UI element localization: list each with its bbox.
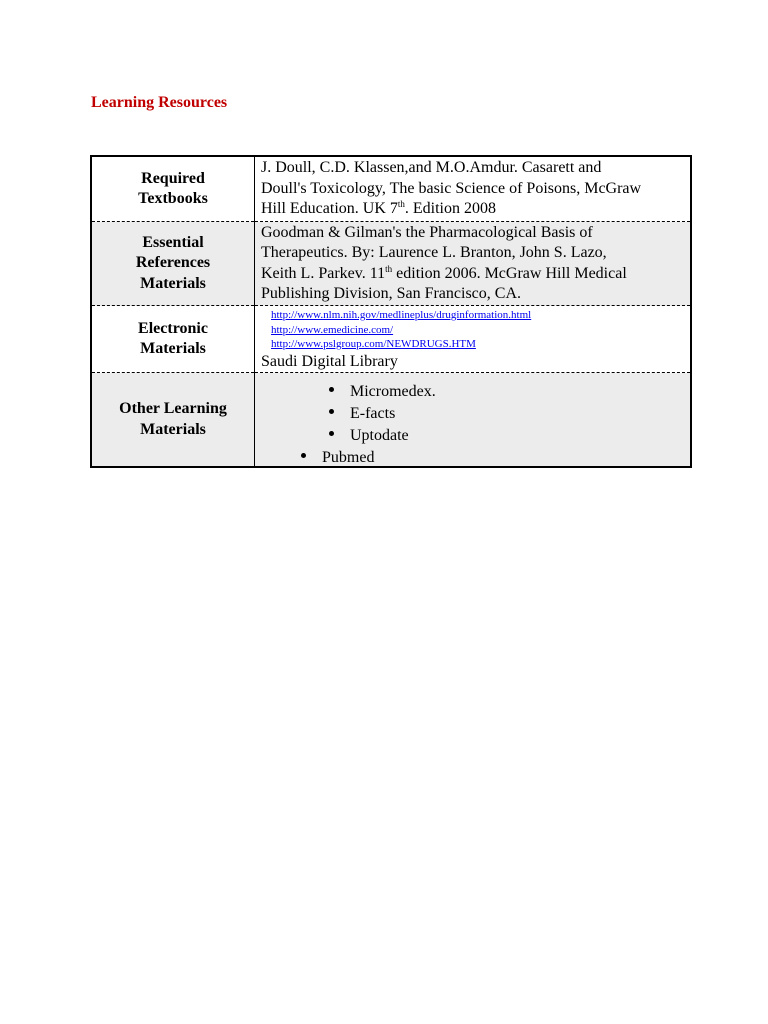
row-label-other-learning	[91, 373, 255, 468]
text-line: edition 2006. McGraw Hill Medical	[392, 264, 627, 282]
link-list	[261, 306, 686, 352]
label-line: Other Learning	[119, 400, 227, 417]
row-label-essential-references	[91, 222, 255, 306]
saudi-digital-library: Saudi Digital Library	[261, 352, 398, 370]
row-content-electronic-materials	[255, 306, 692, 373]
text-line: Doull's Toxicology, The basic Science of Poisons, McGraw	[261, 179, 642, 197]
table-row-required-textbooks	[91, 156, 691, 222]
list-item-text: Uptodate	[350, 426, 409, 444]
list-item-text: Micromedex.	[350, 382, 436, 400]
label-line: Textbooks	[138, 190, 208, 207]
text-line: Therapeutics. By: Laurence L. Branton, John S. Lazo,	[261, 244, 607, 261]
row-content-essential-references	[255, 222, 692, 306]
label-line: Materials	[140, 340, 206, 357]
text-line: Goodman & Gilman's the Pharmacological Basis of	[261, 223, 593, 241]
superscript: th	[385, 263, 393, 274]
list-item-text: E-facts	[350, 404, 396, 422]
text-line: Publishing Division, San Francisco, CA.	[261, 285, 522, 302]
label-line: Essential	[142, 233, 204, 251]
bullet-icon	[301, 453, 306, 458]
label-line: References	[135, 254, 211, 272]
bullet-icon	[329, 409, 334, 414]
bullet-list	[261, 376, 686, 464]
table-row-electronic-materials	[91, 306, 691, 373]
list-item	[329, 404, 395, 424]
section-title: Learning Resources	[91, 94, 228, 111]
label-line: Materials	[140, 274, 206, 292]
text-line: . Edition 2008	[404, 200, 496, 218]
row-content-required-textbooks	[255, 156, 692, 222]
learning-resources-table	[90, 155, 692, 468]
text-line: J. Doull, C.D. Klassen,and M.O.Amdur. Casarett and	[261, 159, 602, 177]
list-item	[329, 426, 409, 446]
table-row-other-learning	[91, 373, 691, 468]
list-item	[301, 448, 374, 468]
row-label-electronic-materials	[91, 306, 255, 373]
superscript: th	[397, 199, 405, 210]
label-line: Materials	[140, 420, 206, 438]
label-line: Electronic	[138, 319, 208, 337]
list-item-text: Pubmed	[322, 448, 375, 466]
link-nlm-medlineplus[interactable]: http://www.nlm.nih.gov/medlineplus/druginformation.html	[271, 309, 532, 321]
text-line: Keith L. Parkev. 11	[261, 264, 386, 282]
bullet-icon	[329, 431, 334, 436]
label-line: Required	[141, 169, 205, 187]
table-row-essential-references	[91, 222, 691, 306]
row-label-required-textbooks	[91, 156, 255, 222]
text-line: Hill Education. UK 7	[261, 200, 398, 218]
list-item	[329, 382, 436, 402]
link-emedicine[interactable]: http://www.emedicine.com/	[271, 323, 394, 336]
row-content-other-learning	[255, 373, 692, 468]
bullet-icon	[329, 387, 334, 392]
link-pslgroup-newdrugs[interactable]: http://www.pslgroup.com/NEWDRUGS.HTM	[271, 338, 476, 350]
